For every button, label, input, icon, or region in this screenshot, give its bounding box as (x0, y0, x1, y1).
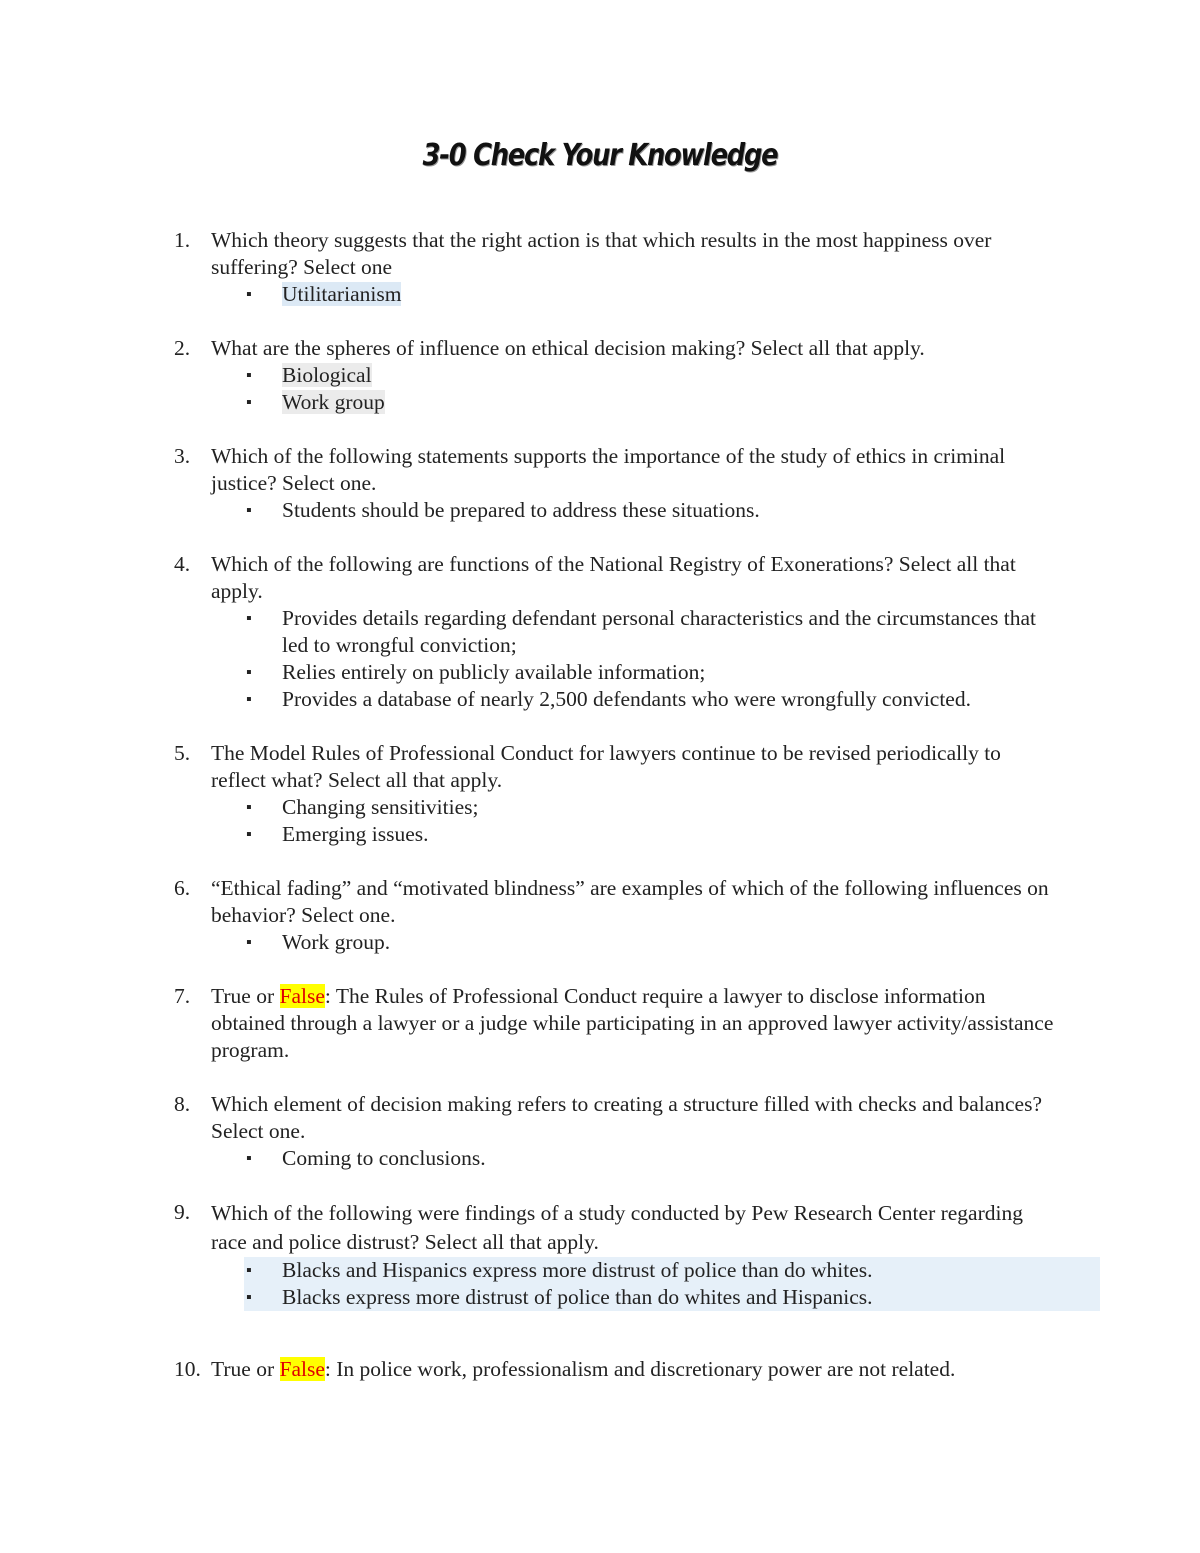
question-number: 3. (174, 444, 191, 468)
answer-text: Biological (282, 363, 372, 387)
question-1 (0, 227, 1200, 308)
answer-item: ▪ Blacks express more distrust of police than do whites and Hispanics. (244, 1284, 1100, 1311)
question-number: 9. (174, 1200, 191, 1224)
answer-list (0, 497, 1200, 524)
answer-item: ▪ Emerging issues. (282, 821, 1062, 848)
answer-list (0, 1257, 1200, 1311)
answer-list (0, 929, 1200, 956)
question-10 (0, 1356, 1200, 1383)
question-text: Which of the following statements supports the importance of the study of ethics in criminal justice? Select one. (211, 444, 1006, 495)
answer-item: ▪ Relies entirely on publicly available information; (282, 659, 1062, 686)
answer-item (282, 362, 1062, 389)
answer-list (0, 281, 1200, 308)
question-number: 7. (174, 984, 191, 1008)
question-number: 2. (174, 336, 191, 360)
answer-item: ▪ Students should be prepared to address these situations. (282, 497, 1062, 524)
statement-text: : The Rules of Professional Conduct require a lawyer to disclose information obtained through a lawyer or a judge while participating in an approved lawyer activity/assistance program. (211, 984, 1054, 1062)
question-text (211, 1356, 1061, 1383)
question-text: The Model Rules of Professional Conduct for lawyers continue to be revised periodically to reflect what? Select all that apply. (211, 741, 1001, 792)
question-5 (0, 740, 1200, 848)
question-text: Which of the following were findings of a study conducted by Pew Research Center regarding race and police distrust? Select all that apply. (211, 1201, 1023, 1254)
false-answer-highlight: False (279, 984, 325, 1008)
answer-text: Work group (282, 390, 385, 414)
answer-item (282, 389, 1062, 416)
page-title: 3-0 Check Your Knowledge (422, 138, 778, 173)
question-number: 5. (174, 741, 191, 765)
question-3 (0, 443, 1200, 524)
answer-item (282, 281, 1062, 308)
question-number: 1. (174, 228, 191, 252)
true-false-prefix: True or (211, 1357, 280, 1381)
question-text: “Ethical fading” and “motivated blindness” are examples of which of the following influences on behavior? Select one. (211, 876, 1049, 927)
answer-text: Utilitarianism (282, 282, 402, 306)
question-number: 6. (174, 876, 191, 900)
question-number: 8. (174, 1092, 191, 1116)
question-8 (0, 1091, 1200, 1172)
question-9 (0, 1199, 1200, 1311)
answer-item: ▪ Work group. (282, 929, 1062, 956)
question-text: What are the spheres of influence on ethical decision making? Select all that apply. (211, 336, 925, 360)
answer-list (0, 1145, 1200, 1172)
question-text (211, 983, 1061, 1064)
answer-item: ▪ Blacks and Hispanics express more distrust of police than do whites. (244, 1257, 1100, 1284)
answer-item: ▪ Coming to conclusions. (282, 1145, 1062, 1172)
question-number: 4. (174, 552, 191, 576)
answer-item: ▪ Provides details regarding defendant personal characteristics and the circumstances that led to wrongful conviction; (282, 605, 1062, 659)
true-false-prefix: True or (211, 984, 280, 1008)
question-2 (0, 335, 1200, 416)
question-text: Which theory suggests that the right action is that which results in the most happiness over suffering? Select one (211, 228, 992, 279)
question-text: Which of the following are functions of the National Registry of Exonerations? Select all that apply. (211, 552, 1016, 603)
question-4 (0, 551, 1200, 713)
question-text: Which element of decision making refers to creating a structure filled with checks and balances? Select one. (211, 1092, 1042, 1143)
question-list (0, 227, 1200, 1410)
false-answer-highlight: False (279, 1357, 325, 1381)
statement-text: : In police work, professionalism and discretionary power are not related. (324, 1357, 956, 1381)
answer-list (0, 362, 1200, 416)
question-7 (0, 983, 1200, 1064)
answer-list (0, 605, 1200, 713)
answer-item: ▪ Provides a database of nearly 2,500 defendants who were wrongfully convicted. (282, 686, 1062, 713)
answer-item: ▪ Changing sensitivities; (282, 794, 1062, 821)
spacer (0, 1311, 1200, 1339)
question-number: 10. (174, 1357, 201, 1381)
answer-list (0, 794, 1200, 848)
question-6 (0, 875, 1200, 956)
